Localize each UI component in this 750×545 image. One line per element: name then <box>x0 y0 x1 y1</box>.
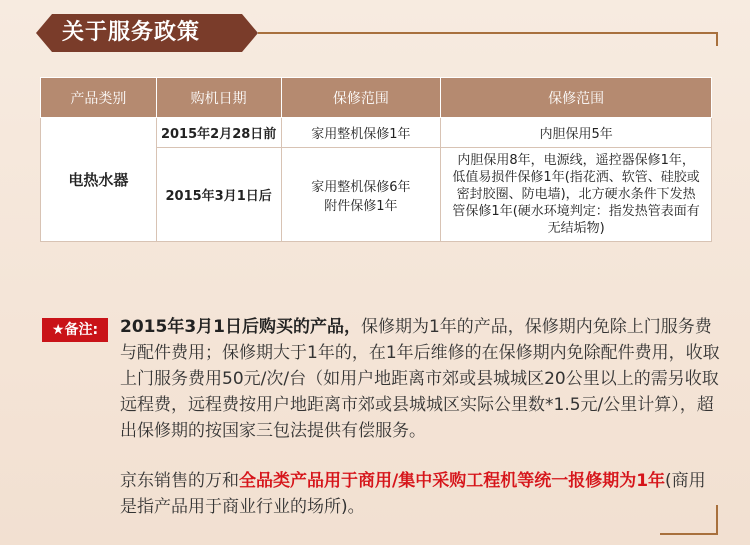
scope-line-2: 附件保修1年 <box>324 198 398 214</box>
column-header-warranty-scope: 保修范围 <box>281 78 441 118</box>
table-header-row <box>41 78 712 118</box>
service-policy-table <box>40 77 712 242</box>
scope-cell: 家用整机保修1年 <box>281 118 441 148</box>
scope-cell <box>281 148 441 242</box>
table-row <box>41 118 712 148</box>
note-p2-end: (商用是指产品用于商业行业的场所)。 <box>120 471 706 517</box>
scope-line-1: 家用整机保修6年 <box>311 179 411 195</box>
banner-right-chevron <box>242 14 258 52</box>
column-header-category: 产品类别 <box>41 78 157 118</box>
header-divider-corner <box>716 32 718 46</box>
note-badge: ★备注: <box>42 318 108 342</box>
note-lead: 2015年3月1日后购买的产品， <box>120 317 361 337</box>
scope2-detail-cell: 内胆保用8年，电源线，遥控器保修1年，低值易损件保修1年(指花洒、软管、硅胶或密封胶圈、防电墙)，北方硬水条件下发热管保修1年(硬水环境判定：指发热管表面有无结垢物) <box>441 148 712 242</box>
scope2-cell: 内胆保用5年 <box>441 118 712 148</box>
date-cell: 2015年3月1日后 <box>156 148 281 242</box>
column-header-warranty-scope-2: 保修范围 <box>441 78 712 118</box>
page-title: 关于服务政策 <box>62 20 201 45</box>
footer-divider-horizontal <box>660 533 718 535</box>
banner-left-chevron <box>36 14 52 52</box>
category-cell: 电热水器 <box>41 118 157 242</box>
note-p2-start: 京东销售的万和 <box>120 471 239 491</box>
note-paragraph-2 <box>120 468 720 520</box>
note-body-text: 保修期为1年的产品，保修期内免除上门服务费与配件费用；保修期大于1年的，在1年后维修的在保修期内免除配件费用，收取上门服务费用50元/次/台（如用户地距离市郊或县城城区20公里以上的需另收取远程费，远程费按用户地距离市郊或县城城区实际公里数*1.5元/公里计算），超出保修期的按国家三包法提供有偿服务。 <box>120 317 720 441</box>
header-divider <box>258 32 718 34</box>
footer-divider-vertical <box>716 505 718 535</box>
date-cell: 2015年2月28日前 <box>156 118 281 148</box>
note-paragraph-1 <box>120 314 720 444</box>
note-p2-highlight: 全品类产品用于商用/集中采购工程机等统一报修期为1年 <box>239 471 666 491</box>
column-header-purchase-date: 购机日期 <box>156 78 281 118</box>
